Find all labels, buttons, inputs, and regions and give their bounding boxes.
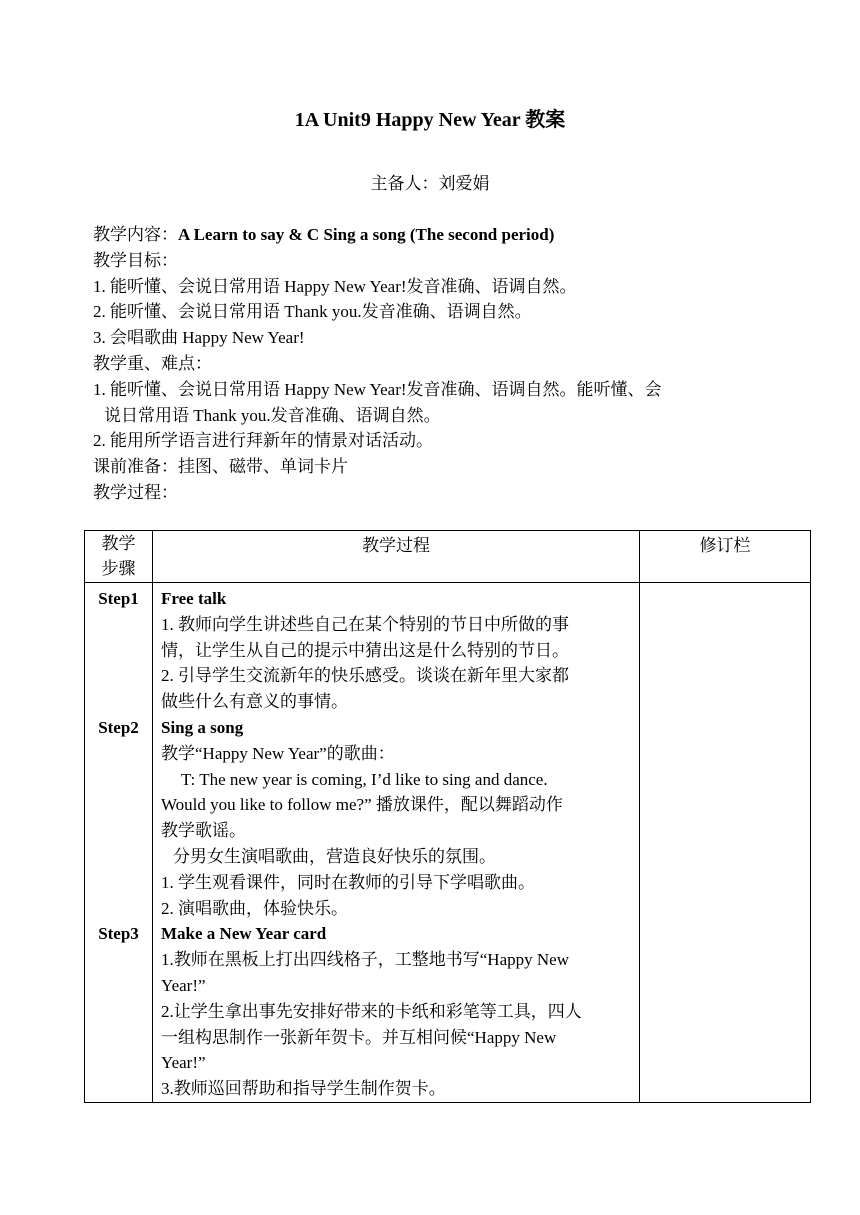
header-step-line1: 教学 — [101, 534, 136, 553]
header-step-cell — [85, 531, 153, 583]
process-line: 3.教师巡回帮助和指导学生制作贺卡。 — [161, 1079, 446, 1099]
key-point-item-continued: 说日常用语 Thank you.发音准确、语调自然。 — [104, 405, 441, 425]
process-line: 做些什么有意义的事情。 — [161, 692, 348, 712]
process-line: 1.教师在黑板上打出四线格子，工整地书写“Happy New — [161, 950, 569, 970]
header-step-line2: 步骤 — [101, 559, 136, 578]
section-heading: Make a New Year card — [161, 924, 327, 944]
step-label: Step1 — [98, 589, 139, 608]
header-revision-cell: 修订栏 — [640, 531, 811, 583]
section-heading: Free talk — [161, 589, 227, 608]
process-line: 1. 教师向学生讲述些自己在某个特别的节日中所做的事 — [161, 614, 569, 634]
key-points-heading: 教学重、难点： — [93, 353, 212, 373]
table-body-row — [85, 583, 811, 1103]
key-point-item: 1. 能听懂、会说日常用语 Happy New Year!发音准确、语调自然。能听懂、会 — [93, 379, 662, 399]
process-line: 1. 学生观看课件，同时在教师的引导下学唱歌曲。 — [161, 872, 535, 892]
process-line: 2.让学生拿出事先安排好带来的卡纸和彩笔等工具，四人 — [161, 1001, 582, 1021]
revision-cell — [640, 583, 811, 1103]
process-cell — [153, 583, 640, 1103]
steps-cell — [85, 583, 153, 1103]
process-line: 一组构思制作一张新年贺卡。并互相问候“Happy New — [161, 1027, 557, 1047]
process-line: 教学歌谣。 — [161, 821, 246, 841]
section-heading: Sing a song — [161, 717, 244, 737]
process-line: 2. 引导学生交流新年的快乐感受。谈谈在新年里大家都 — [161, 666, 569, 686]
process-line: Year!” — [161, 975, 206, 995]
objective-item: 2. 能听懂、会说日常用语 Thank you.发音准确、语调自然。 — [93, 302, 532, 322]
teaching-process-table — [84, 530, 811, 1103]
process-heading: 教学过程： — [93, 482, 178, 502]
process-line: Would you like to follow me?” 播放课件，配以舞蹈动作 — [161, 795, 563, 815]
process-line: 教学“Happy New Year”的歌曲： — [161, 743, 395, 763]
process-line: Year!” — [161, 1053, 206, 1073]
process-line: 2. 演唱歌曲，体验快乐。 — [161, 898, 348, 918]
objectives-heading: 教学目标： — [93, 250, 178, 270]
process-line: T: The new year is coming, I’d like to sing and dance. — [181, 769, 548, 789]
lesson-intro — [93, 222, 793, 506]
teaching-content-line — [93, 222, 793, 248]
step-label: Step2 — [98, 717, 139, 737]
teaching-content-label: 教学内容： — [93, 225, 178, 244]
preparer-line: 主备人：刘爱娟 — [370, 174, 490, 193]
step-label: Step3 — [98, 923, 139, 943]
key-point-item: 2. 能用所学语言进行拜新年的情景对话活动。 — [93, 431, 433, 451]
objective-item: 3. 会唱歌曲 Happy New Year! — [93, 328, 305, 348]
objective-item: 1. 能听懂、会说日常用语 Happy New Year!发音准确、语调自然。 — [93, 276, 577, 296]
teaching-content-value: A Learn to say & C Sing a song (The second period) — [178, 225, 555, 244]
table-header-row — [85, 531, 811, 583]
process-line: 分男女生演唱歌曲，营造良好快乐的氛围。 — [173, 846, 496, 866]
page-title: 1A Unit9 Happy New Year 教案 — [294, 109, 566, 131]
preparation-line: 课前准备：挂图、磁带、单词卡片 — [93, 457, 348, 477]
process-line: 情，让学生从自己的提示中猜出这是什么特别的节日。 — [161, 640, 569, 660]
header-process-cell: 教学过程 — [153, 531, 640, 583]
